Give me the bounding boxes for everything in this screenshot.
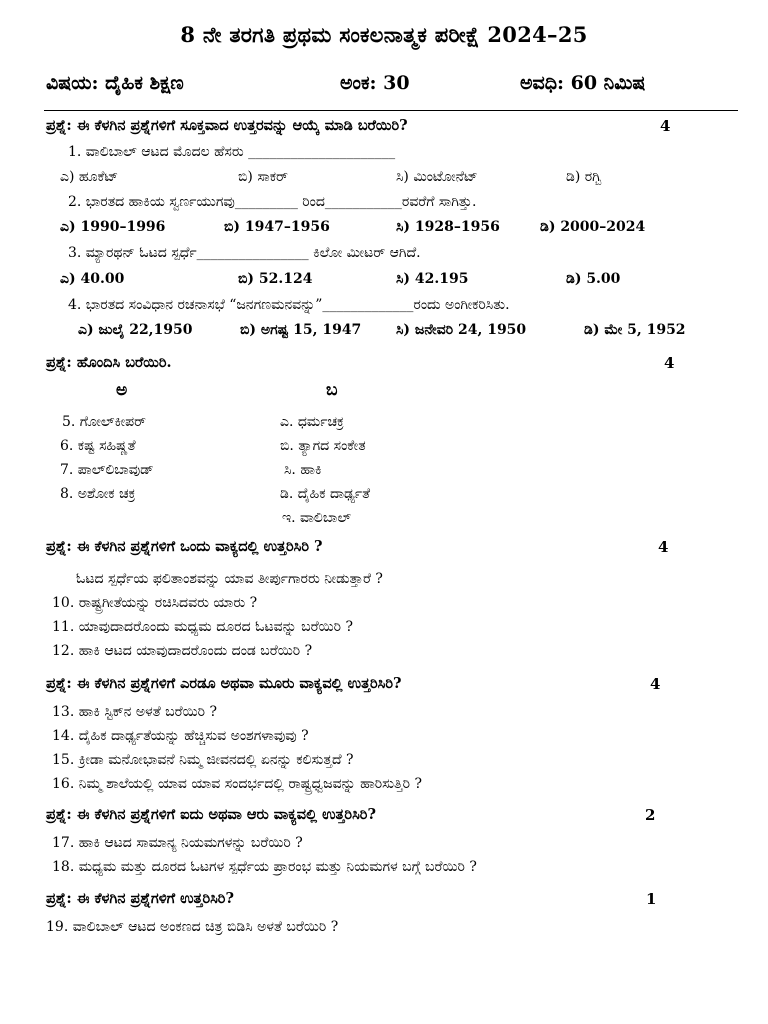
- q1-option-a: ಎ) ಹೂಕೆಟ್: [60, 169, 119, 185]
- q3-option-b: ಬಿ) 52.124: [238, 271, 313, 287]
- q4-option-a: ಎ) ಜುಲೈ 22,1950: [78, 322, 193, 338]
- q2-option-d: ಡಿ) 2000–2024: [540, 219, 646, 235]
- q1-option-c: ಸಿ) ಮಿಂಟೋನೆಟ್: [396, 169, 478, 185]
- match-left-8: 8. ಅಶೋಕ ಚಕ್ರ: [60, 486, 136, 502]
- section-2-marks: 4: [664, 354, 675, 372]
- section-4-marks: 4: [650, 675, 661, 693]
- exam-title: 8 ನೇ ತರಗತಿ ಪ್ರಥಮ ಸಂಕಲನಾತ್ಮಕ ಪರೀಕ್ಷೆ 2024–25: [180, 22, 588, 47]
- question-9: ಓಟದ ಸ್ಪರ್ಧೆಯ ಫಲಿತಾಂಶವನ್ನು ಯಾವ ತೀರ್ಪುಗಾರರು ನೀಡುತ್ತಾರೆ ?: [76, 571, 383, 587]
- section-3-heading: ಪ್ರಶ್ನೆ: ಈ ಕೆಳಗಿನ ಪ್ರಶ್ನೆಗಳಿಗೆ ಒಂದು ವಾಕ್ಯದಲ್ಲಿ ಉತ್ತರಿಸಿರಿ ?: [46, 538, 323, 555]
- question-16: 16. ನಿಮ್ಮ ಶಾಲೆಯಲ್ಲಿ ಯಾವ ಯಾವ ಸಂದರ್ಭದಲ್ಲಿ ರಾಷ್ಟ್ರಧ್ವಜವನ್ನು ಹಾರಿಸುತ್ತಿರಿ ?: [52, 776, 423, 792]
- match-right-e: ಇ. ವಾಲಿಬಾಲ್: [282, 510, 351, 526]
- marks-label: ಅಂಕ: 30: [340, 72, 410, 94]
- section-6-heading: ಪ್ರಶ್ನೆ: ಈ ಕೆಳಗಿನ ಪ್ರಶ್ನೆಗಳಿಗೆ ಉತ್ತರಿಸಿರಿ?: [46, 890, 234, 907]
- match-left-7: 7. ಪಾಲ್‌ಲಿಬಾವುಡ್: [60, 462, 154, 478]
- q3-option-a: ಎ) 40.00: [60, 271, 125, 287]
- question-14: 14. ದೈಹಿಕ ದಾರ್ಢ್ಯತೆಯನ್ನು ಹೆಚ್ಚಿಸುವ ಅಂಶಗಳಾವುವು ?: [52, 728, 309, 744]
- q3-option-c: ಸಿ) 42.195: [396, 271, 469, 287]
- question-12: 12. ಹಾಕಿ ಆಟದ ಯಾವುದಾದರೊಂದು ದಂಡ ಬರೆಯಿರಿ ?: [52, 643, 313, 659]
- duration-label: ಅವಧಿ: 60 ನಿಮಿಷ: [520, 72, 646, 94]
- column-a-heading: ಅ: [116, 380, 128, 400]
- section-3-marks: 4: [658, 538, 669, 556]
- header-divider: [44, 110, 738, 111]
- section-1-marks: 4: [660, 117, 671, 135]
- match-left-5: 5. ಗೋಲ್‌ಕೀಪರ್: [62, 414, 147, 430]
- section-6-marks: 1: [646, 890, 657, 908]
- q4-option-c: ಸಿ) ಜನೇವರಿ 24, 1950: [396, 322, 527, 338]
- question-17: 17. ಹಾಕಿ ಆಟದ ಸಾಮಾನ್ಯ ನಿಯಮಗಳನ್ನು ಬರೆಯಿರಿ ?: [52, 835, 303, 851]
- question-10: 10. ರಾಷ್ಟ್ರಗೀತೆಯನ್ನು ರಚಿಸಿದವರು ಯಾರು ?: [52, 595, 258, 611]
- q3-option-d: ಡಿ) 5.00: [566, 271, 621, 287]
- match-right-d: ಡಿ. ದೈಹಿಕ ದಾರ್ಢ್ಯತೆ: [280, 486, 371, 502]
- section-5-heading: ಪ್ರಶ್ನೆ: ಈ ಕೆಳಗಿನ ಪ್ರಶ್ನೆಗಳಿಗೆ ಐದು ಅಥವಾ ಆರು ವಾಕ್ಯವಲ್ಲಿ ಉತ್ತರಿಸಿರಿ?: [46, 806, 376, 823]
- question-18: 18. ಮಧ್ಯಮ ಮತ್ತು ದೂರದ ಓಟಗಳ ಸ್ಪರ್ಧೆಯ ಪ್ರಾರಂಭ ಮತ್ತು ನಿಯಮಗಳ ಬಗ್ಗೆ ಬರೆಯಿರಿ ?: [52, 859, 477, 875]
- question-2: 2. ಭಾರತದ ಹಾಕಿಯ ಸ್ವರ್ಣಯುಗವು_________ ರಿಂದ___________ರವರೆಗೆ ಸಾಗಿತ್ತು.: [68, 194, 477, 210]
- match-right-c: ಸಿ. ಹಾಕಿ: [284, 462, 322, 478]
- question-3: 3. ಮ್ಯಾರಥನ್ ಓಟದ ಸ್ಪರ್ಧೆ________________ ಕಿಲೋ ಮೀಟರ್ ಆಗಿದೆ.: [68, 245, 421, 261]
- question-11: 11. ಯಾವುದಾದರೊಂದು ಮಧ್ಯಮ ದೂರದ ಓಟವನ್ನು ಬರೆಯಿರಿ ?: [52, 619, 354, 635]
- question-1: 1. ವಾಲಿಬಾಲ್ ಆಟದ ಮೊದಲ ಹೆಸರು _____________________: [68, 144, 396, 160]
- q1-option-d: ಡಿ) ರಗ್ಬಿ: [566, 169, 602, 185]
- q4-option-d: ಡಿ) ಮೇ 5, 1952: [584, 322, 686, 338]
- match-right-b: ಬಿ. ತ್ಯಾಗದ ಸಂಕೇತ: [280, 438, 366, 454]
- match-right-a: ಎ. ಧರ್ಮಚಕ್ರ: [280, 414, 344, 430]
- q1-option-b: ಬಿ) ಸಾಕರ್: [238, 169, 288, 185]
- question-4: 4. ಭಾರತದ ಸಂವಿಧಾನ ರಚನಾಸಭೆ “ಜನಗಣಮನವನ್ನು”_____________ರಂದು ಅಂಗೀಕರಿಸಿತು.: [68, 297, 510, 313]
- match-left-6: 6. ಕಷ್ಟ ಸಹಿಷ್ಣತೆ: [60, 438, 136, 454]
- q4-option-b: ಬಿ) ಅಗಷ್ಟ 15, 1947: [240, 322, 362, 338]
- section-1-heading: ಪ್ರಶ್ನೆ: ಈ ಕೆಳಗಿನ ಪ್ರಶ್ನೆಗಳಿಗೆ ಸೂಕ್ತವಾದ ಉತ್ತರವನ್ನು ಆಯ್ಕೆ ಮಾಡಿ ಬರೆಯಿರಿ?: [46, 117, 408, 134]
- q2-option-a: ಎ) 1990–1996: [60, 219, 166, 235]
- section-5-marks: 2: [645, 806, 656, 824]
- subject-label: ವಿಷಯ: ದೈಹಿಕ ಶಿಕ್ಷಣ: [46, 72, 184, 94]
- section-2-heading: ಪ್ರಶ್ನೆ: ಹೊಂದಿಸಿ ಬರೆಯಿರಿ.: [46, 354, 172, 371]
- column-b-heading: ಬ: [326, 380, 338, 400]
- q2-option-c: ಸಿ) 1928–1956: [396, 219, 500, 235]
- question-13: 13. ಹಾಕಿ ಸ್ಟಿಕ್‌ನ ಅಳತೆ ಬರೆಯಿರಿ ?: [52, 704, 217, 720]
- question-19: 19. ವಾಲಿಬಾಲ್ ಆಟದ ಅಂಕಣದ ಚಿತ್ರ ಬಿಡಿಸಿ ಅಳತೆ ಬರೆಯಿರಿ ?: [46, 919, 339, 935]
- section-4-heading: ಪ್ರಶ್ನೆ: ಈ ಕೆಳಗಿನ ಪ್ರಶ್ನೆಗಳಿಗೆ ಎರಡೂ ಅಥವಾ ಮೂರು ವಾಕ್ಯವಲ್ಲಿ ಉತ್ತರಿಸಿರಿ?: [46, 675, 402, 692]
- question-15: 15. ಕ್ರೀಡಾ ಮನೋಭಾವನೆ ನಿಮ್ಮ ಜೀವನದಲ್ಲಿ ಏನನ್ನು ಕಲಿಸುತ್ತದೆ ?: [52, 752, 354, 768]
- q2-option-b: ಬಿ) 1947–1956: [224, 219, 330, 235]
